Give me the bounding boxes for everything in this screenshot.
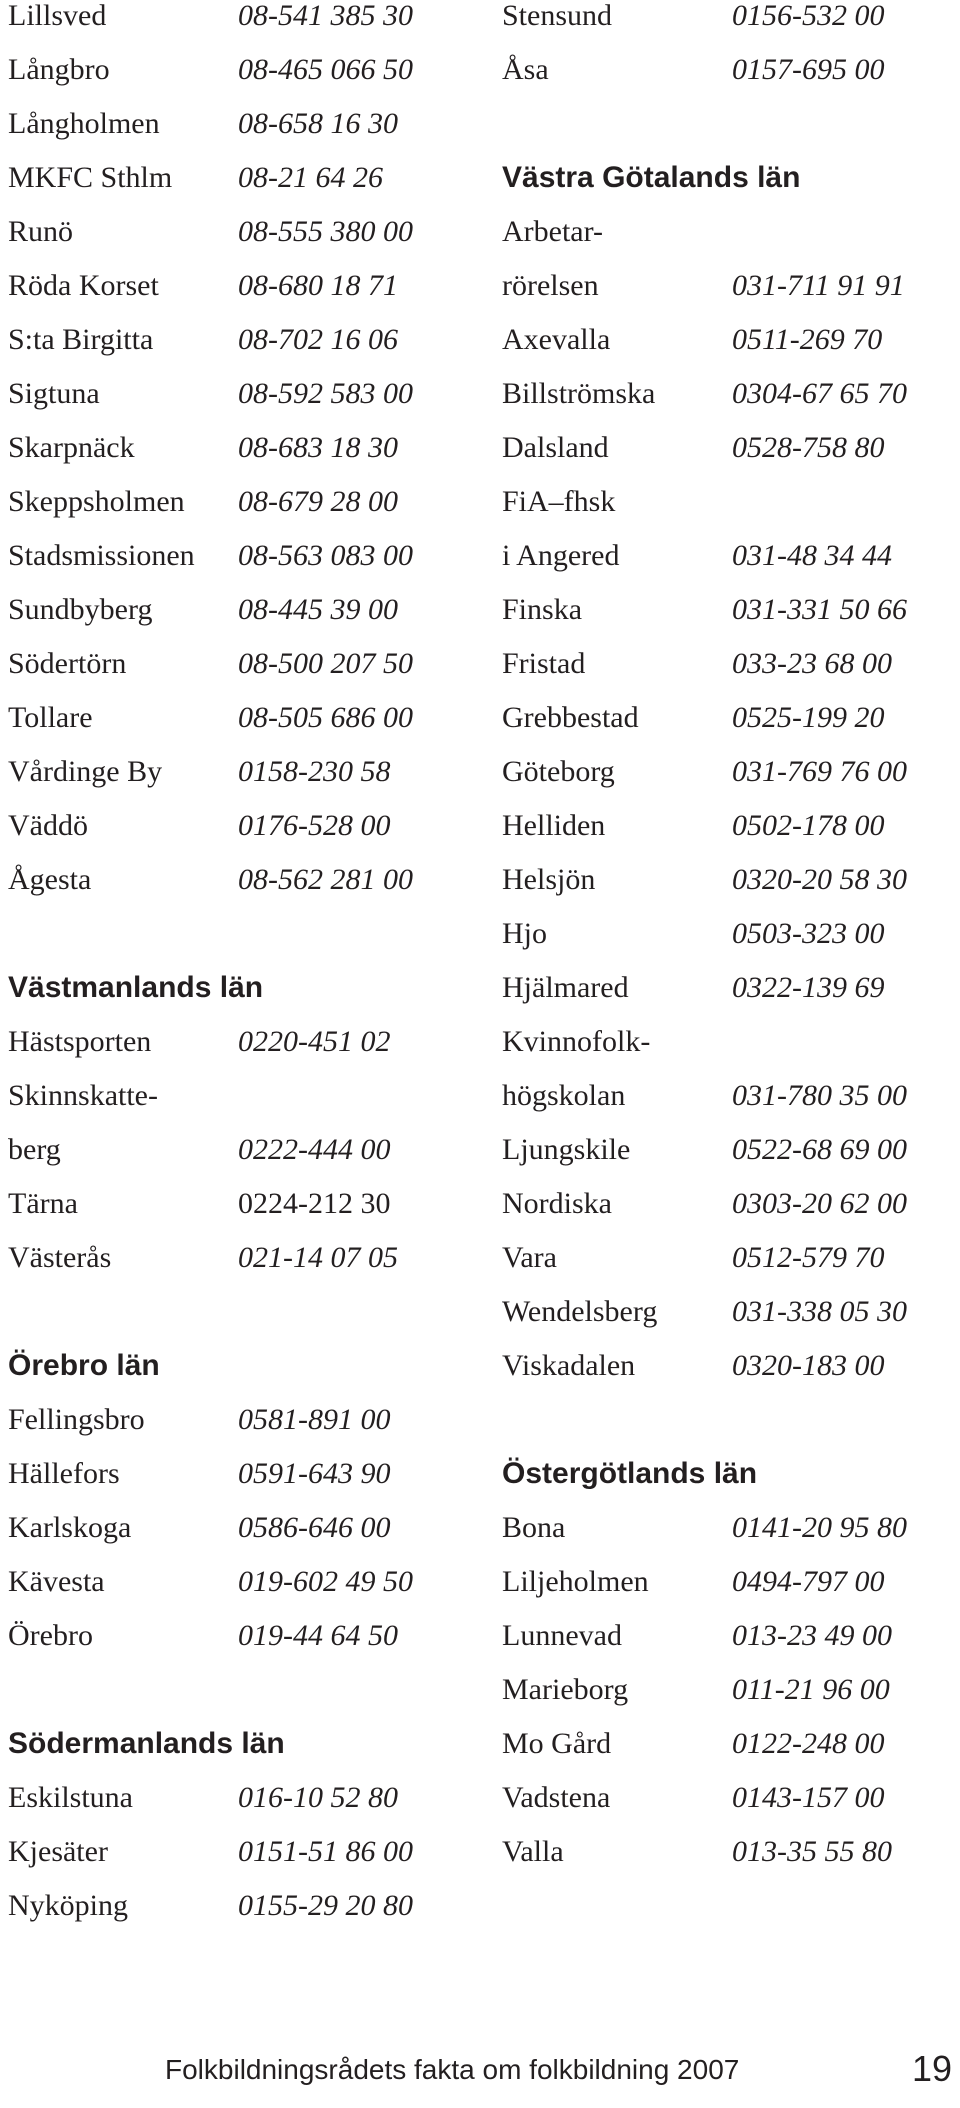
section-spacer [8,1296,478,1350]
directory-entry [8,810,478,864]
directory-entry [502,540,952,594]
directory-entry [502,1566,952,1620]
footer-text: Folkbildningsrådets fakta om folkbildning 2007 [165,2054,740,2085]
directory-entry [8,1458,478,1512]
entry-phone: 031-48 34 44 [732,539,892,572]
directory-entry [502,54,952,108]
directory-entry [502,216,952,270]
entry-phone: 0320-20 58 30 [732,863,907,896]
entry-name: Nordiska [502,1187,612,1220]
entry-phone: 0512-579 70 [732,1241,885,1274]
entry-name: Helsjön [502,863,596,896]
directory-entry [502,1782,952,1836]
directory-entry [8,108,478,162]
entry-phone: 0525-199 20 [732,701,885,734]
entry-name: Eskilstuna [8,1781,133,1814]
entry-name: Stensund [502,0,613,32]
section-spacer [8,1674,478,1728]
directory-entry [502,324,952,378]
directory-entry [8,1080,478,1134]
entry-phone: 08-563 083 00 [238,539,413,572]
directory-entry [502,972,952,1026]
directory-entry [8,540,478,594]
entry-name: Finska [502,593,583,626]
entry-phone: 0143-157 00 [732,1781,885,1814]
directory-entry [502,918,952,972]
entry-phone: 08-658 16 30 [238,107,398,140]
entry-name: Bona [502,1511,566,1544]
entry-name: Arbetar- [502,215,604,248]
entry-name: Hjälmared [502,971,629,1004]
directory-entry [8,324,478,378]
entry-name: Sigtuna [8,377,100,410]
entry-phone: 0303-20 62 00 [732,1187,907,1220]
entry-phone: 0220-451 02 [238,1025,391,1058]
entry-name: rörelsen [502,269,599,302]
directory-entry [8,270,478,324]
section-spacer [502,1404,952,1458]
entry-phone: 0222-444 00 [238,1133,391,1166]
entry-name: Långholmen [8,107,160,140]
entry-phone: 08-702 16 06 [238,323,398,356]
entry-phone: 0155-29 20 80 [238,1889,413,1922]
entry-phone: 08-500 207 50 [238,647,413,680]
entry-name: Åsa [502,53,549,86]
entry-phone: 08-541 385 30 [238,0,413,32]
page-number: 19 [911,2048,952,2089]
entry-name: Väddö [8,809,88,842]
directory-entry [502,702,952,756]
entry-phone: 0157-695 00 [732,53,885,86]
entry-phone: 016-10 52 80 [238,1781,398,1814]
entry-phone: 0322-139 69 [732,971,885,1004]
directory-entry [502,1242,952,1296]
entry-phone: 021-14 07 05 [238,1241,398,1274]
entry-name: Dalsland [502,431,609,464]
entry-phone: 0141-20 95 80 [732,1511,907,1544]
entry-name: Mo Gård [502,1727,612,1760]
entry-name: Valla [502,1835,564,1868]
entry-name: Grebbestad [502,701,639,734]
directory-entry [502,486,952,540]
entry-phone: 031-780 35 00 [732,1079,907,1112]
entry-phone: 0503-323 00 [732,917,885,950]
entry-phone: 0586-646 00 [238,1511,391,1544]
entry-name: berg [8,1133,61,1166]
entry-name: Kävesta [8,1565,105,1598]
directory-entry [8,1782,478,1836]
directory-entry [8,1404,478,1458]
directory-entry [502,1350,952,1404]
entry-phone: 0522-68 69 00 [732,1133,907,1166]
entry-phone: 0122-248 00 [732,1727,885,1760]
entry-phone: 08-445 39 00 [238,593,398,626]
entry-name: Lunnevad [502,1619,622,1652]
entry-name: Södertörn [8,647,127,680]
entry-name: Liljeholmen [502,1565,649,1598]
entry-phone: 08-683 18 30 [238,431,398,464]
directory-entry [502,1296,952,1350]
entry-phone: 08-680 18 71 [238,269,398,302]
entry-name: Vårdinge By [8,755,163,788]
directory-entry [502,1512,952,1566]
entry-phone: 019-602 49 50 [238,1565,413,1598]
directory-entry [8,756,478,810]
entry-phone: 019-44 64 50 [238,1619,398,1652]
entry-name: Kjesäter [8,1835,108,1868]
directory-entry [8,486,478,540]
entry-name: S:ta Birgitta [8,323,154,356]
entry-phone: 033-23 68 00 [732,647,892,680]
entry-name: Tärna [8,1187,78,1220]
entry-name: Axevalla [502,323,611,356]
entry-phone: 031-769 76 00 [732,755,907,788]
entry-name: Ågesta [8,863,92,896]
entry-name: Röda Korset [8,269,159,302]
entry-name: Stadsmissionen [8,539,195,572]
entry-phone: 08-21 64 26 [238,161,383,194]
directory-entry [502,1026,952,1080]
directory-entry [8,378,478,432]
entry-name: högskolan [502,1079,626,1112]
entry-name: Wendelsberg [502,1295,658,1328]
directory-entry [502,810,952,864]
entry-phone: 0581-891 00 [238,1403,391,1436]
directory-entry [502,1080,952,1134]
entry-phone: 08-465 066 50 [238,53,413,86]
entry-phone: 011-21 96 00 [732,1673,890,1706]
left-column [8,0,478,1944]
region-heading: Södermanlands län [8,1727,285,1760]
entry-name: Lillsved [8,0,107,32]
entry-name: Hjo [502,917,547,950]
directory-entry [8,1620,478,1674]
entry-name: Runö [8,215,74,248]
entry-name: Hällefors [8,1457,120,1490]
directory-entry [502,756,952,810]
directory-entry [8,1242,478,1296]
right-column [502,0,952,1890]
entry-phone: 08-562 281 00 [238,863,413,896]
entry-phone: 0151-51 86 00 [238,1835,413,1868]
entry-name: FiA–fhsk [502,485,616,518]
entry-phone: 08-592 583 00 [238,377,413,410]
entry-phone: 08-679 28 00 [238,485,398,518]
entry-name: Örebro [8,1619,93,1652]
directory-entry [8,1890,478,1944]
directory-entry [502,432,952,486]
entry-name: Långbro [8,53,110,86]
entry-phone: 0320-183 00 [732,1349,885,1382]
region-heading: Västmanlands län [8,971,264,1004]
entry-name: Fristad [502,647,586,680]
entry-phone: 0494-797 00 [732,1565,885,1598]
directory-entry [502,1674,952,1728]
directory-entry [8,648,478,702]
entry-name: Nyköping [8,1889,128,1922]
directory-entry [8,594,478,648]
directory-entry [8,216,478,270]
entry-name: Skarpnäck [8,431,135,464]
directory-entry [502,1188,952,1242]
directory-entry [8,1836,478,1890]
entry-name: Viskadalen [502,1349,636,1382]
directory-entry [502,648,952,702]
directory-entry [8,702,478,756]
entry-phone: 08-505 686 00 [238,701,413,734]
entry-name: Karlskoga [8,1511,132,1544]
entry-name: Göteborg [502,755,615,788]
section-spacer [8,918,478,972]
section-spacer [502,108,952,162]
directory-entry [8,54,478,108]
entry-name: Vara [502,1241,557,1274]
entry-name: Skeppsholmen [8,485,185,518]
entry-name: i Angered [502,539,620,572]
entry-phone: 08-555 380 00 [238,215,413,248]
directory-entry [8,1188,478,1242]
entry-name: Sundbyberg [8,593,153,626]
region-heading: Västra Götalands län [502,161,801,194]
directory-entry [8,1134,478,1188]
directory-entry [502,864,952,918]
entry-phone: 0176-528 00 [238,809,391,842]
entry-name: Marieborg [502,1673,629,1706]
entry-phone: 0158-230 58 [238,755,391,788]
entry-name: Västerås [8,1241,112,1274]
entry-name: Hästsporten [8,1025,152,1058]
entry-phone: 031-711 91 91 [732,269,905,302]
page-footer [0,2048,960,2088]
directory-entry [8,162,478,216]
entry-name: Kvinnofolk- [502,1025,651,1058]
entry-phone: 0304-67 65 70 [732,377,907,410]
directory-entry [8,1026,478,1080]
entry-name: Ljungskile [502,1133,631,1166]
directory-entry [502,1836,952,1890]
directory-entry [502,378,952,432]
entry-phone: 0591-643 90 [238,1457,391,1490]
entry-phone: 013-23 49 00 [732,1619,892,1652]
entry-phone: 013-35 55 80 [732,1835,892,1868]
entry-name: Skinnskatte- [8,1079,158,1112]
entry-phone: 0224-212 30 [238,1187,391,1220]
region-heading: Örebro län [8,1349,160,1382]
directory-entry [502,270,952,324]
entry-phone: 031-331 50 66 [732,593,907,626]
entry-phone: 031-338 05 30 [732,1295,907,1328]
directory-entry [502,0,952,54]
entry-name: Vadstena [502,1781,611,1814]
entry-phone: 0502-178 00 [732,809,885,842]
entry-phone: 0156-532 00 [732,0,885,32]
entry-name: Fellingsbro [8,1403,145,1436]
entry-name: MKFC Sthlm [8,161,173,194]
directory-entry [8,1512,478,1566]
entry-name: Helliden [502,809,606,842]
directory-entry [8,0,478,54]
directory-entry [502,1728,952,1782]
entry-name: Billströmska [502,377,656,410]
directory-entry [502,1134,952,1188]
entry-phone: 0511-269 70 [732,323,883,356]
directory-entry [8,432,478,486]
directory-entry [502,594,952,648]
entry-name: Tollare [8,701,93,734]
directory-entry [8,864,478,918]
directory-entry [502,1620,952,1674]
directory-entry [8,1566,478,1620]
region-heading: Östergötlands län [502,1457,758,1490]
entry-phone: 0528-758 80 [732,431,885,464]
